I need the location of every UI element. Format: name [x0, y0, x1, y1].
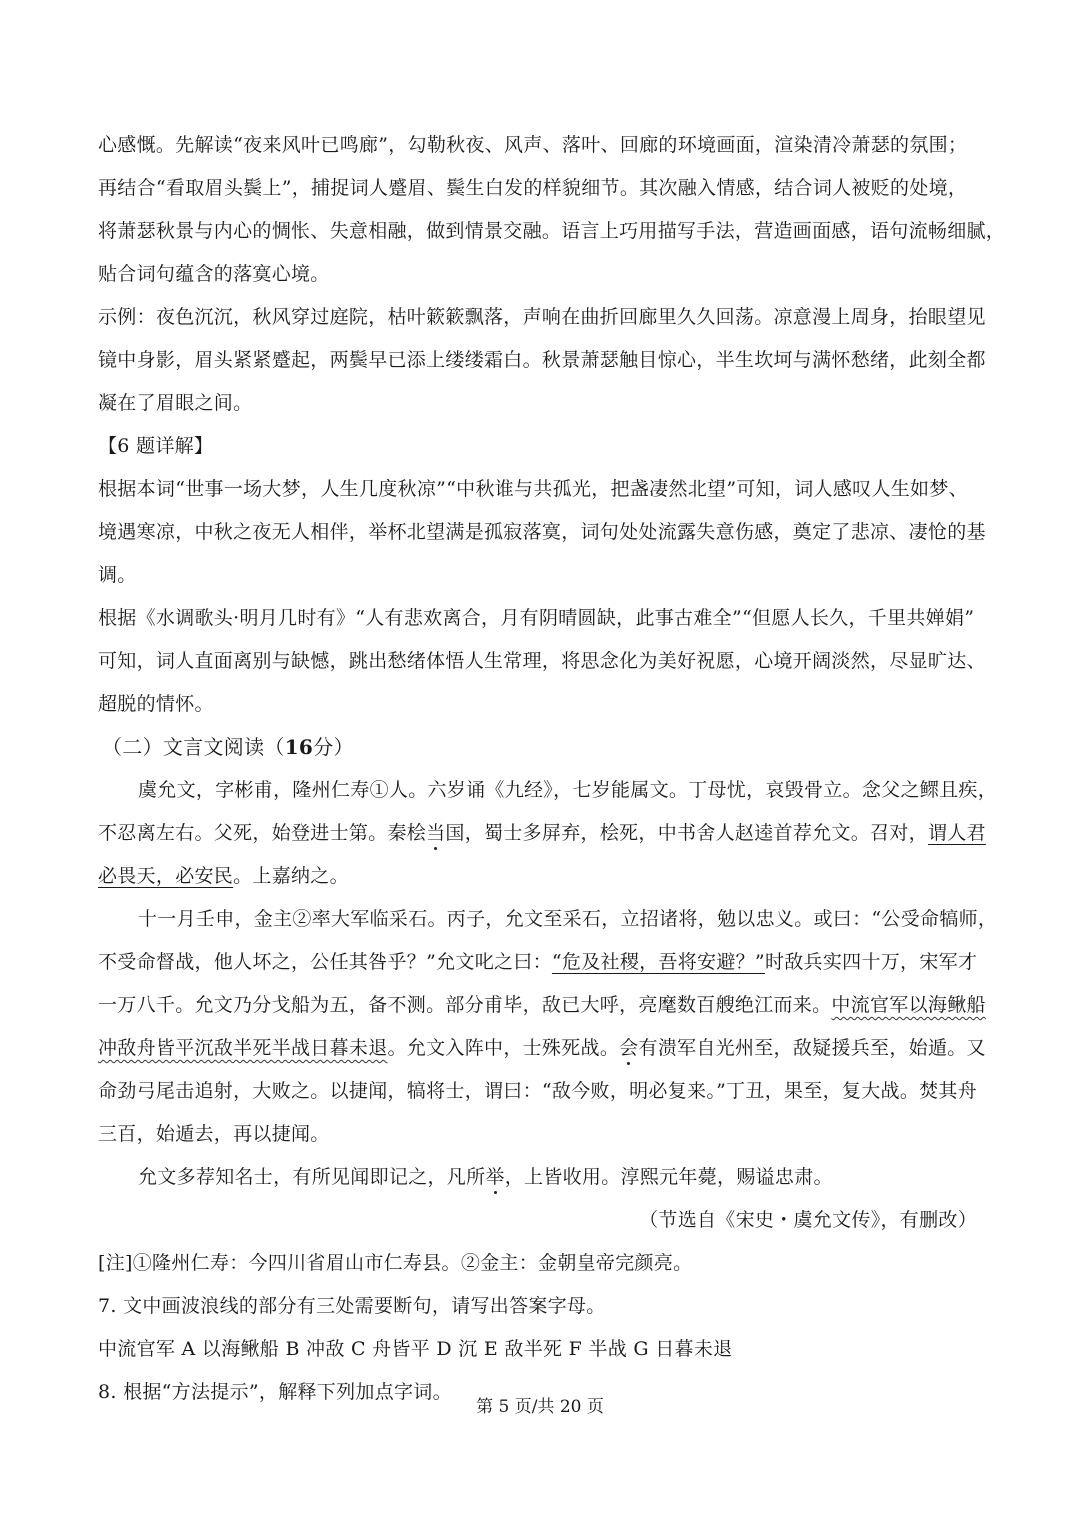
underlined-sentence: “危及社稷，吾将安避？”: [551, 951, 765, 973]
underlined-sentence: 谓人君: [927, 822, 986, 844]
passage-text: 允文多荐知名士，有所见闻即记之，凡所: [138, 1166, 486, 1188]
section-suffix: 分）: [313, 735, 354, 759]
example-line: 凝在了眉眼之间。: [98, 392, 253, 414]
dotted-char: 当: [426, 822, 446, 844]
wavy-underlined-text: 冲敌舟皆平沉敌半死半战日暮未退: [98, 1037, 388, 1059]
q6-para2-line: 超脱的情怀。: [98, 693, 214, 715]
section-heading: [98, 726, 993, 769]
q6-para2-line: 可知，词人直面离别与缺憾，跳出愁绪体悟人生常理，将思念化为美好祝愿，心境开阔淡然，尽显旷达、: [98, 650, 986, 672]
passage-text: 。上嘉纳之。: [233, 865, 349, 887]
passage-line: [98, 1027, 993, 1070]
section-score: 16: [284, 735, 314, 759]
passage-line: 三百，始遁去，再以捷闻。: [98, 1123, 330, 1145]
annotation-note: [注]①隆州仁寿：今四川省眉山市仁寿县。②金主：金朝皇帝完颜亮。: [98, 1252, 693, 1274]
analysis-line: 心感慨。先解读“夜来风叶已鸣廊”，勾勒秋夜、风声、落叶、回廊的环境画面，渲染清冷萧瑟的氛围；: [98, 134, 968, 156]
passage-text: 。允文入阵中，士殊死战。: [387, 1037, 620, 1059]
dotted-char: 举: [485, 1166, 505, 1188]
passage-text: 有溃军自光州至，敌疑援兵至，始遁。又: [638, 1037, 986, 1059]
passage-line: [98, 812, 993, 855]
dotted-char: 会: [619, 1037, 639, 1059]
analysis-line: 将萧瑟秋景与内心的惆怅、失意相融，做到情景交融。语言上巧用描写手法，营造画面感，语句流畅细腻，: [98, 220, 1006, 242]
passage-line: [98, 1156, 993, 1199]
source-citation: （节选自《宋史・虞允文传》，有删改）: [639, 1209, 977, 1231]
q6-para1-line: 境遇寒凉，中秋之夜无人相伴，举杯北望满是孤寂落寞，词句处处流露失意伤感，奠定了悲凉、凄怆的基: [98, 521, 986, 543]
passage-line: 十一月壬申，金主②率大军临采石。丙子，允文至采石，立招诸将，勉以忠义。或曰：“公受命犒师，: [138, 908, 998, 930]
wavy-underlined-text: 中流官军以海鳅船: [831, 994, 986, 1016]
question-7-options: 中流官军 A 以海鳅船 B 冲敌 C 舟皆平 D 沉 E 敌半死 F 半战 G 日暮未退: [98, 1338, 733, 1360]
passage-text: 一万八千。允文乃分戈船为五，备不测。部分甫毕，敌已大呼，亮麾数百艘绝江而来。: [98, 994, 832, 1016]
question-8: 8. 根据“方法提示”，解释下列加点字词。: [98, 1381, 452, 1403]
q6-para2-line: 根据《水调歌头·明月几时有》“人有悲欢离合，月有阴晴圆缺，此事古难全”“但愿人长久，千里共婵娟”: [98, 607, 975, 629]
passage-text: ，上皆收用。淳熙元年薨，赐谥忠肃。: [504, 1166, 833, 1188]
passage-text: 时敌兵实四十万，宋军才: [764, 951, 978, 973]
analysis-line: 贴合词句蕴含的落寞心境。: [98, 263, 330, 285]
page-content: [98, 124, 1006, 1414]
example-line: 示例：夜色沉沉，秋风穿过庭院，枯叶簌簌飘落，声响在曲折回廊里久久回荡。凉意漫上周身，抬眼望见: [98, 306, 986, 328]
q6-para1-line: 调。: [98, 564, 137, 586]
analysis-line: 再结合“看取眉头鬓上”，捕捉词人蹙眉、鬓生白发的样貌细节。其次融入情感，结合词人被贬的处境，: [98, 177, 968, 199]
question-7: 7. 文中画波浪线的部分有三处需要断句，请写出答案字母。: [98, 1295, 606, 1317]
passage-text: 不受命督战，他人坏之，公任其咎乎？”允文叱之曰：: [98, 951, 552, 973]
passage-line: [98, 984, 993, 1027]
passage-text: 不忍离左右。父死，始登进士第。秦桧: [98, 822, 427, 844]
passage-line: 命劲弓尾击追射，大败之。以捷闻，犒将士，谓曰：“敌今败，明必复来。”丁丑，果至，复大战。焚其舟: [98, 1080, 978, 1102]
q6-heading: 【6 题详解】: [98, 435, 214, 457]
section-prefix: （二）文言文阅读（: [102, 735, 285, 759]
passage-line: [98, 855, 993, 898]
page-footer: 第 5 页/共 20 页: [476, 1397, 604, 1417]
example-line: 镜中身影，眉头紧紧蹙起，两鬓早已添上缕缕霜白。秋景萧瑟触目惊心，半生坎坷与满怀愁绪，此刻全都: [98, 349, 986, 371]
passage-line: 虞允文，字彬甫，隆州仁寿①人。六岁诵《九经》，七岁能属文。丁母忧，哀毁骨立。念父之鳏且疾，: [138, 779, 998, 801]
underlined-sentence: 必畏天，必安民: [98, 865, 234, 887]
q6-para1-line: 根据本词“世事一场大梦，人生几度秋凉”“中秋谁与共孤光，把盏凄然北望”可知，词人感叹人生如梦、: [98, 478, 968, 500]
passage-line: [98, 941, 993, 984]
passage-text: 国，蜀士多屏弃，桧死，中书舍人赵逵首荐允文。召对，: [445, 822, 928, 844]
